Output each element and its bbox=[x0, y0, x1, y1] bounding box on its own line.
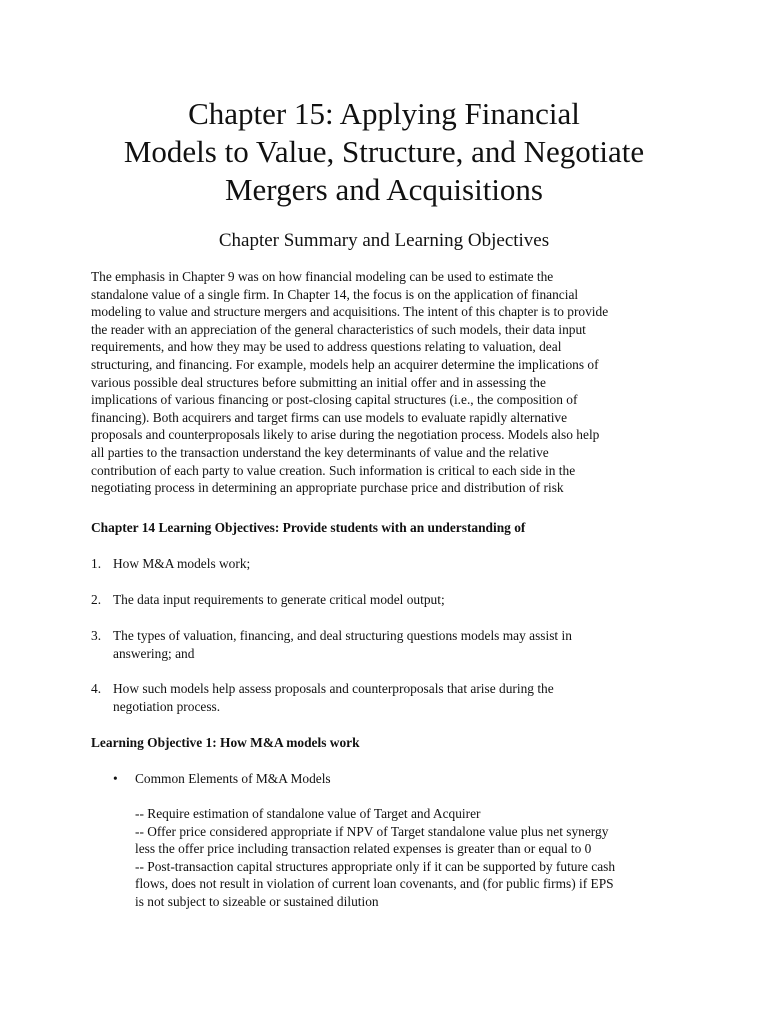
title-line: Mergers and Acquisitions bbox=[224, 172, 543, 207]
objective-item bbox=[91, 555, 691, 573]
summary-line: contribution of each party to value creation. Such information is critical to each side in the bbox=[91, 462, 576, 478]
objective-text: How M&A models work; bbox=[113, 556, 251, 571]
sub-line: less the offer price including transaction related expenses is greater than or equal to 0 bbox=[135, 841, 592, 857]
objective-item bbox=[91, 680, 691, 715]
sub-line: is not subject to sizeable or sustained dilution bbox=[135, 893, 379, 909]
title-line: Chapter 15: Applying Financial bbox=[188, 96, 580, 131]
summary-line: requirements, and how they may be used to address questions relating to valuation, deal bbox=[91, 339, 562, 355]
sub-line: -- Require estimation of standalone value of Target and Acquirer bbox=[135, 806, 481, 821]
summary-line: various possible deal structures before submitting an initial offer and in assessing the bbox=[91, 374, 546, 390]
summary-line: implications of various financing or post-closing capital structures (i.e., the composition of bbox=[91, 392, 578, 408]
title-line: Models to Value, Structure, and Negotiate bbox=[123, 134, 645, 169]
learning-objective-1-heading: Learning Objective 1: How M&A models work bbox=[91, 735, 360, 750]
summary-line: proposals and counterproposals likely to arise during the negotiation process. Models also help bbox=[91, 427, 600, 443]
summary-line: financing). Both acquirers and target firms can use models to evaluate rapidly alternative bbox=[91, 409, 568, 425]
page-title bbox=[60, 95, 708, 209]
objective-number: 2. bbox=[91, 592, 102, 607]
summary-paragraph bbox=[91, 268, 691, 497]
objective-number: 4. bbox=[91, 681, 102, 696]
objective-text: How such models help assess proposals and counterproposals that arise during the bbox=[113, 681, 554, 696]
objective-number: 1. bbox=[91, 556, 102, 571]
bullet-icon: • bbox=[113, 771, 118, 786]
summary-line: the reader with an appreciation of the general characteristics of such models, their data input bbox=[91, 321, 586, 337]
objective-text: answering; and bbox=[113, 645, 195, 661]
objective-text: negotiation process. bbox=[113, 698, 221, 714]
objectives-heading: Chapter 14 Learning Objectives: Provide students with an understanding of bbox=[91, 520, 526, 535]
objective-text: The types of valuation, financing, and deal structuring questions models may assist in bbox=[113, 628, 572, 643]
summary-line: structuring, and financing. For example, models help an acquirer determine the implications of bbox=[91, 356, 599, 372]
bullet-text: Common Elements of M&A Models bbox=[135, 771, 331, 786]
summary-line: modeling to value and structure mergers and acquisitions. The intent of this chapter is to provide bbox=[91, 304, 609, 320]
sub-line: -- Post-transaction capital structures appropriate only if it can be supported by future cash bbox=[135, 858, 616, 874]
page-subtitle: Chapter Summary and Learning Objectives bbox=[218, 230, 550, 251]
model-elements-list bbox=[135, 805, 695, 911]
objective-item bbox=[91, 591, 691, 609]
objective-text: The data input requirements to generate critical model output; bbox=[113, 592, 445, 607]
objective-item bbox=[91, 627, 691, 662]
objective-number: 3. bbox=[91, 628, 102, 643]
summary-line: all parties to the transaction understand the key determinants of value and the relative bbox=[91, 444, 549, 460]
summary-line: negotiating process in determining an appropriate purchase price and distribution of risk bbox=[91, 480, 564, 496]
summary-line: The emphasis in Chapter 9 was on how financial modeling can be used to estimate the bbox=[91, 269, 554, 284]
bullet-item bbox=[113, 770, 331, 788]
sub-line: -- Offer price considered appropriate if NPV of Target standalone value plus net synergy bbox=[135, 823, 609, 839]
sub-line: flows, does not result in violation of current loan covenants, and (for public firms) if EPS bbox=[135, 876, 614, 892]
summary-line: standalone value of a single firm. In Chapter 14, the focus is on the application of financial bbox=[91, 286, 579, 302]
